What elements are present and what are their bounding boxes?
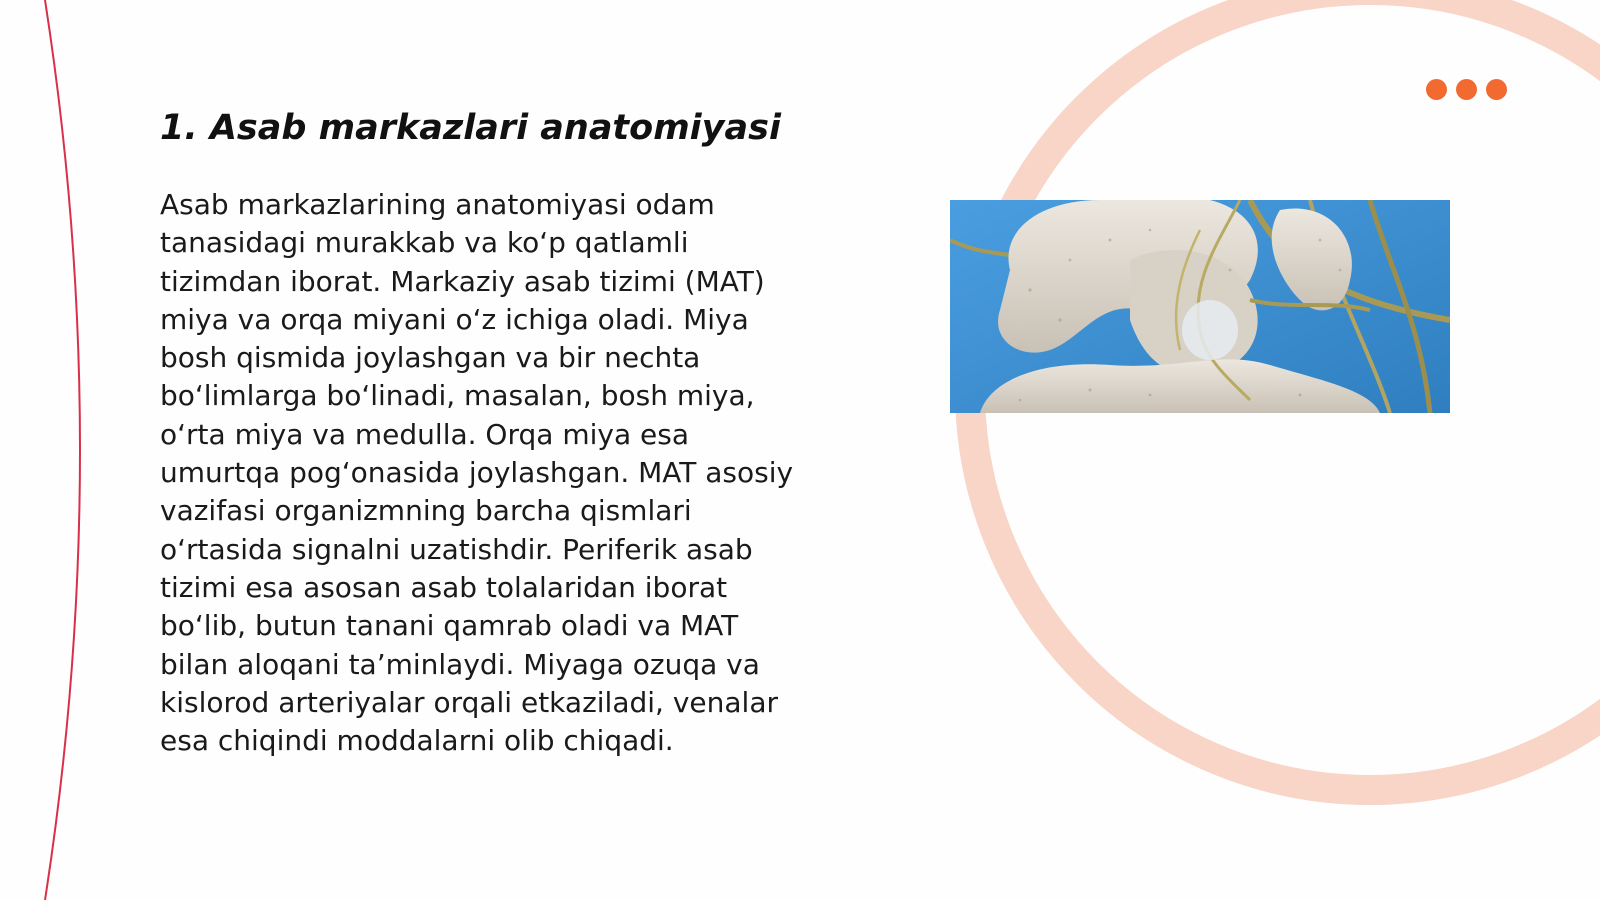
- body-line: o‘rtasida signalni uzatishdir. Periferik asab: [160, 532, 753, 566]
- body-line: miya va orqa miyani o‘z ichiga oladi. Miya: [160, 302, 749, 336]
- body-line: tizimdan iborat. Markaziy asab tizimi (MAT): [160, 264, 765, 298]
- body-line: Asab markazlarining anatomiyasi odam: [160, 188, 715, 221]
- body-line: o‘rta miya va medulla. Orqa miya esa: [160, 417, 689, 451]
- body-line: umurtqa pog‘onasida joylashgan. MAT asosiy: [160, 456, 794, 490]
- spine-illustration: [950, 200, 1450, 413]
- body-line: tanasidagi murakkab va ko‘p qatlamli: [160, 226, 689, 260]
- dot-2: [1456, 79, 1477, 100]
- body-line: vazifasi organizmning barcha qismlari: [160, 494, 692, 528]
- slide-title: 1. Asab markazlari anatomiyasi: [160, 108, 781, 148]
- body-line: kislorod arteriyalar orqali etkaziladi, venalar: [160, 685, 778, 719]
- body-line: bosh qismida joylashgan va bir nechta: [160, 341, 701, 375]
- body-line: bilan aloqani ta’minlaydi. Miyaga ozuqa va: [160, 647, 760, 681]
- body-line: bo‘limlarga bo‘linadi, masalan, bosh miya,: [160, 379, 755, 413]
- left-accent-line: [45, 0, 80, 900]
- body-line: tizimi esa asosan asab tolalaridan iborat: [160, 570, 728, 604]
- dot-1: [1426, 79, 1447, 100]
- spine-illustration-svg: [950, 200, 1450, 413]
- body-line: bo‘lib, butun tanani qamrab oladi va MAT: [160, 609, 739, 643]
- body-line: esa chiqindi moddalarni olib chiqadi.: [160, 724, 674, 758]
- dot-3: [1486, 79, 1507, 100]
- body-text: [160, 186, 860, 760]
- three-dots-icon: [1426, 79, 1507, 100]
